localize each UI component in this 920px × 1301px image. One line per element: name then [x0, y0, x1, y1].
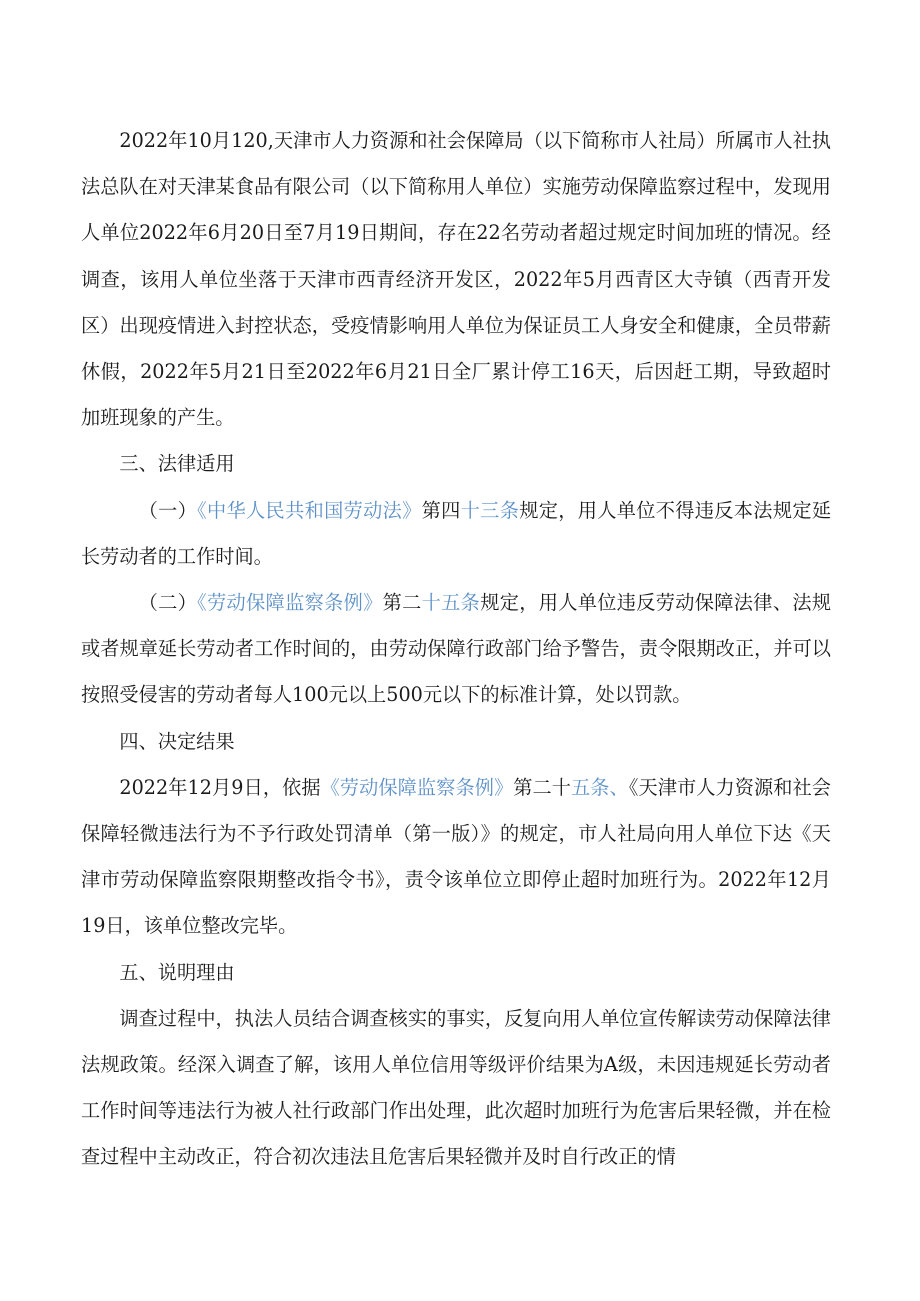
document-body: [81, 118, 831, 1181]
decision-article-link[interactable]: 五条、: [571, 775, 629, 799]
section-heading-law: [81, 441, 831, 487]
labor-inspection-article-link[interactable]: 十五条: [421, 591, 481, 615]
case-facts-paragraph: [81, 118, 831, 441]
law-clause-one: [81, 488, 831, 580]
law-clause-one-mid: 第四: [421, 498, 461, 522]
law-clause-two-prefix: （二）: [138, 591, 198, 615]
law-clause-one-prefix: （一）: [138, 498, 198, 522]
case-facts-text: 2022年10月120,天津市人力资源和社会保障局（以下简称市人社局）所属市人社执法总队在对天津某食品有限公司（以下简称用人单位）实施劳动保障监察过程中，发现用人单位2022年6月20日至7月19日期间，存在22名劳动者超过规定时间加班的情况。经调查，该用人单位坐落于天津市西青经济开发区，2022年5月西青区大寺镇（西青开发区）出现疫情进入封控状态，受疫情影响用人单位为保证员工人身安全和健康，全员带薪休假，2022年5月21日至2022年6月21日全厂累计停工16天，后因赶工期，导致超时加班现象的产生。: [81, 129, 831, 430]
section-heading-law-text: 三、法律适用: [119, 452, 235, 476]
section-heading-decision-text: 四、决定结果: [119, 729, 235, 753]
law-clause-two-mid: 第二: [382, 591, 422, 615]
law-clause-two: [81, 580, 831, 719]
decision-paragraph: [81, 765, 831, 950]
labor-inspection-regulation-link[interactable]: 《劳动保障监察条例》: [197, 591, 383, 615]
decision-prefix: 2022年12月9日，依据: [119, 775, 321, 799]
decision-regulation-link[interactable]: 《劳动保障监察条例》: [320, 775, 514, 799]
labor-law-link[interactable]: 《中华人民共和国劳动法》: [197, 498, 422, 522]
reasons-text: 调查过程中，执法人员结合调查核实的事实，反复向用人单位宣传解读劳动保障法律法规政策。经深入调查了解，该用人单位信用等级评价结果为A级，未因违规延长劳动者工作时间等违法行为被人社行政部门作出处理，此次超时加班行为危害后果轻微，并在检查过程中主动改正，符合初次违法且危害后果轻微并及时自行改正的情: [81, 1006, 831, 1169]
law-clause-two-rest: 规定，用人单位违反劳动保障法律、法规或者规章延长劳动者工作时间的，由劳动保障行政部门给予警告，责令限期改正，并可以按照受侵害的劳动者每人100元以上500元以下的标准计算，处以罚款。: [81, 591, 832, 707]
law-clause-one-rest: 规定，用人单位不得违反本法规定延长劳动者的工作时间。: [81, 498, 832, 568]
section-heading-reasons: [81, 950, 831, 996]
section-heading-reasons-text: 五、说明理由: [119, 960, 235, 984]
decision-rest: 《天津市人力资源和社会保障轻微违法行为不予行政处罚清单（第一版）》的规定，市人社局向用人单位下达《天津市劳动保障监察限期整改指令书》，责令该单位立即停止超时加班行为。2022年12月19日，该单位整改完毕。: [81, 775, 831, 938]
decision-mid: 第二十: [513, 775, 572, 799]
labor-law-article-link[interactable]: 十三条: [460, 498, 520, 522]
reasons-paragraph: [81, 996, 831, 1181]
section-heading-decision: [81, 719, 831, 765]
